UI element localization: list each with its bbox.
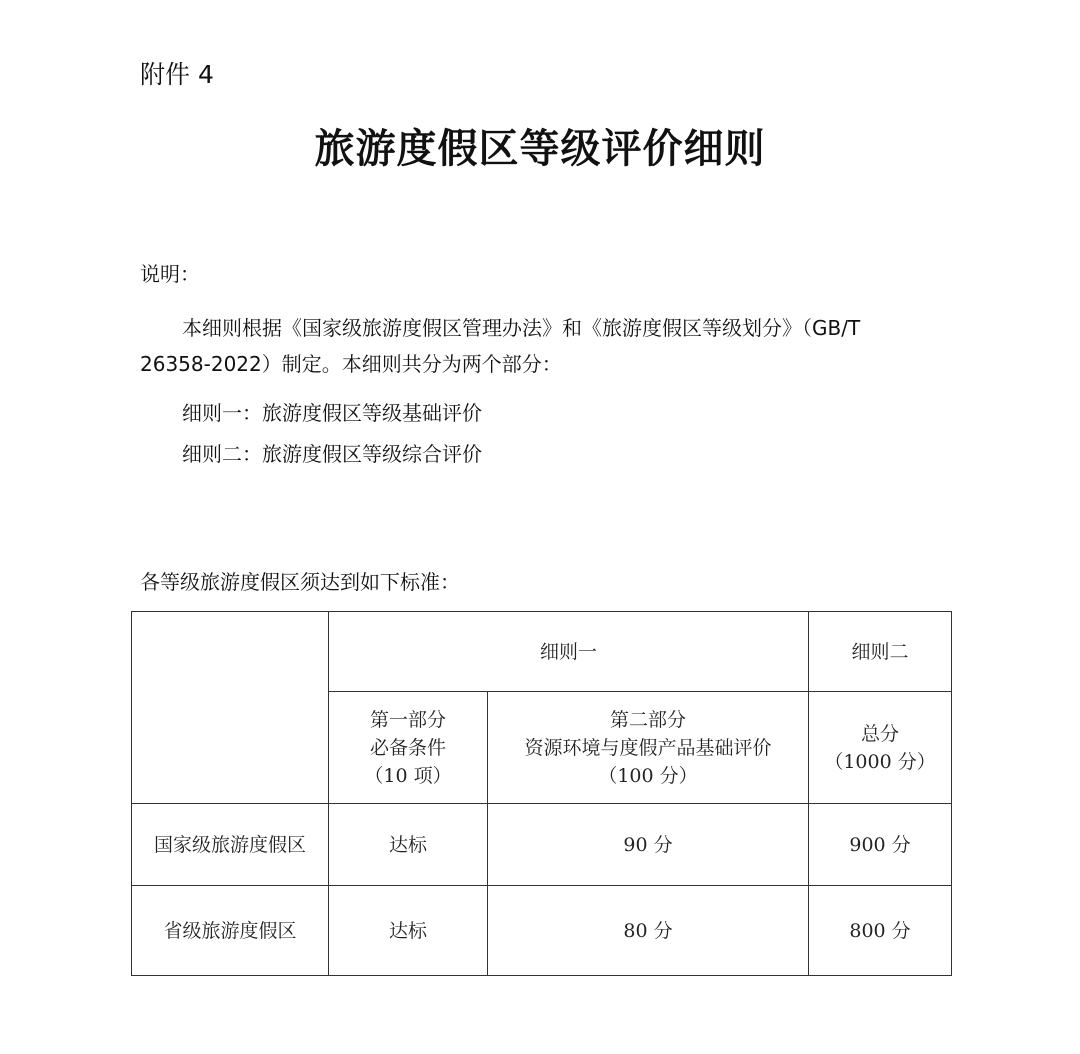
header-part-1-line-1: 第一部分 xyxy=(369,708,446,731)
row-national-name: 国家级旅游度假区 xyxy=(132,804,329,886)
header-total-line-1: 总分 xyxy=(861,722,900,745)
header-part-1-line-2: 必备条件 xyxy=(369,736,446,759)
grade-standards-table xyxy=(131,611,952,976)
notes-paragraph xyxy=(140,310,940,382)
header-rule-1: 细则一 xyxy=(329,612,809,692)
table-corner-cell xyxy=(132,612,329,804)
header-part-1-line-3: （10 项） xyxy=(364,764,452,787)
header-rule-2: 细则二 xyxy=(809,612,952,692)
table-row-provincial xyxy=(132,886,952,976)
row-provincial-total: 800 分 xyxy=(809,886,952,976)
row-national-part-1: 达标 xyxy=(329,804,488,886)
header-part-1 xyxy=(329,692,488,804)
header-total-line-2: （1000 分） xyxy=(824,750,936,773)
annex-label: 附件 4 xyxy=(140,60,214,89)
notes-paragraph-line-2: 26358-2022）制定。本细则共分为两个部分： xyxy=(140,352,562,376)
header-part-2-line-1: 第二部分 xyxy=(610,708,687,731)
table-row-national xyxy=(132,804,952,886)
header-part-2-line-2: 资源环境与度假产品基础评价 xyxy=(524,736,772,759)
table-caption: 各等级旅游度假区须达到如下标准： xyxy=(140,570,460,594)
header-part-2-line-3: （100 分） xyxy=(598,764,698,787)
row-national-part-2: 90 分 xyxy=(488,804,809,886)
row-provincial-name: 省级旅游度假区 xyxy=(132,886,329,976)
notes-item-rule-1: 细则一：旅游度假区等级基础评价 xyxy=(182,401,482,425)
table-header-row-1 xyxy=(132,612,952,692)
row-provincial-part-1: 达标 xyxy=(329,886,488,976)
document-title: 旅游度假区等级评价细则 xyxy=(314,126,766,172)
notes-paragraph-line-1: 本细则根据《国家级旅游度假区管理办法》和《旅游度假区等级划分》（GB/T xyxy=(182,316,861,340)
row-national-total: 900 分 xyxy=(809,804,952,886)
notes-item-rule-2: 细则二：旅游度假区等级综合评价 xyxy=(182,442,482,466)
header-part-2 xyxy=(488,692,809,804)
notes-label: 说明： xyxy=(140,262,200,286)
row-provincial-part-2: 80 分 xyxy=(488,886,809,976)
header-total xyxy=(809,692,952,804)
